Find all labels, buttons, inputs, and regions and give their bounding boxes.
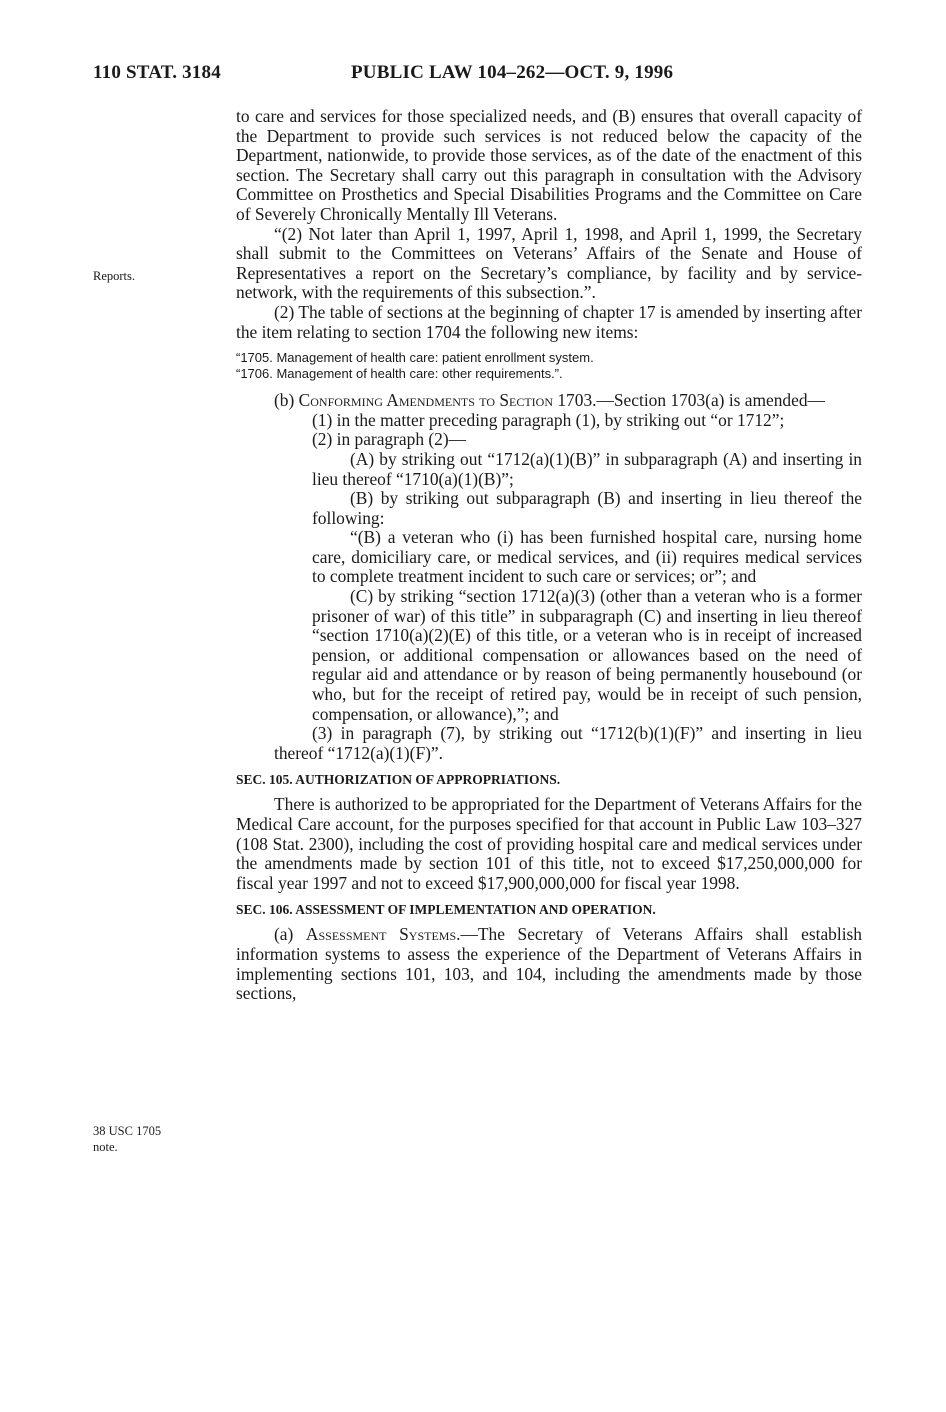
margin-note-usc-line2: note. xyxy=(93,1140,118,1154)
clause-b3: (3) in paragraph (7), by striking out “1712(b)(1)(F)” and inserting in lieu thereof “1712(a)(1)(F)”. xyxy=(274,723,862,763)
clause-b2-b: (B) by striking out subparagraph (B) and inserting in lieu thereof the following: xyxy=(312,488,862,528)
public-law-title: PUBLIC LAW 104–262—OCT. 9, 1996 xyxy=(351,62,674,83)
document-body xyxy=(236,107,862,1004)
item-1705: “1705. Management of health care: patient enrollment system. xyxy=(236,350,594,366)
subsection-b-heading xyxy=(236,391,862,411)
clause-b2-c: (C) by striking “section 1712(a)(3) (other than a veteran who is a former prisoner of war) of this title” in subparagraph (C) and inserting in lieu thereof “section 1710(a)(2)(E) of this title, or a veteran who is in receipt of increased pension, or additional compensation or allowances based on the need of regular aid and attendance or by reason of being permanently housebound (or who, but for the receipt of retired pay, would be in receipt of such pension, compensation, or allowance),”; and xyxy=(312,586,862,724)
paragraph-table-of-sections: (2) The table of sections at the beginning of chapter 17 is amended by inserting after the item relating to section 1704 the following new items: xyxy=(236,301,862,342)
margin-note-reports: Reports. xyxy=(93,269,136,283)
subsection-a-caps: Assessment Systems xyxy=(305,924,457,945)
paragraph-continuation: to care and services for those specialized needs, and (B) ensures that overall capacity of the Department to provide such services is not reduced below the capacity of the Department, nationwide, to provide those services, as of the date of the enactment of this section. The Secretary shall carry out this paragraph in consultation with the Advisory Committee on Prosthetics and Special Disabilities Programs and the Committee on Care of Severely Chronically Mentally Ill Veterans. xyxy=(236,106,862,224)
subsection-a-assessment xyxy=(236,925,862,1003)
section-106-heading: SEC. 106. ASSESSMENT OF IMPLEMENTATION AND OPERATION. xyxy=(236,902,656,918)
subsection-b-caps: Conforming Amendments to Section xyxy=(298,390,554,411)
clause-b2-a: (A) by striking out “1712(a)(1)(B)” in subparagraph (A) and inserting in lieu thereof “1710(a)(1)(B)”; xyxy=(312,448,862,489)
section-105-body: There is authorized to be appropriated for the Department of Veterans Affairs for the Medical Care account, for the purposes specified for that account in Public Law 103–327 (108 Stat. 2300), including the cost of providing hospital care and medical services under the amendments made by section 101 of this title, not to exceed $17,250,000,000 for fiscal year 1997 and not to exceed $17,900,000,000 for fiscal year 1998. xyxy=(236,794,862,893)
section-105-heading: SEC. 105. AUTHORIZATION OF APPROPRIATIONS. xyxy=(236,772,561,788)
margin-note-usc-line1: 38 USC 1705 xyxy=(93,1124,162,1138)
paragraph-reports-requirement: “(2) Not later than April 1, 1997, April 1, 1998, and April 1, 1999, the Secretary shall submit to the Committees on Veterans’ Affairs of the Senate and House of Representatives a report on the Secretary’s compliance, by facility and by service-network, with the requirements of this subsection.”. xyxy=(236,223,862,303)
subsection-a-rest: .—The Secretary of Veterans Affairs shall establish information systems to assess the experience of the Department of Veterans Affairs in implementing sections 101, 103, and 104, including the amendments made by those sections, xyxy=(236,924,862,1004)
clause-b1: (1) in the matter preceding paragraph (1), by striking out “or 1712”; xyxy=(312,409,785,430)
item-1706: “1706. Management of health care: other requirements.”. xyxy=(236,366,563,382)
subsection-b-rest: 1703.—Section 1703(a) is amended— xyxy=(553,390,825,411)
subsection-b-prefix: (b) xyxy=(274,390,299,411)
stat-citation: 110 STAT. 3184 xyxy=(93,62,221,83)
clause-b2-b-quote: “(B) a veteran who (i) has been furnished hospital care, nursing home care, domiciliary care, or medical services, and (ii) requires medical services to complete treatment incident to such care or services; or”; and xyxy=(312,527,862,587)
subsection-a-prefix: (a) xyxy=(274,924,306,945)
margin-note-usc xyxy=(93,1123,203,1155)
clause-b2: (2) in paragraph (2)— xyxy=(312,429,467,450)
new-section-items xyxy=(236,350,862,382)
